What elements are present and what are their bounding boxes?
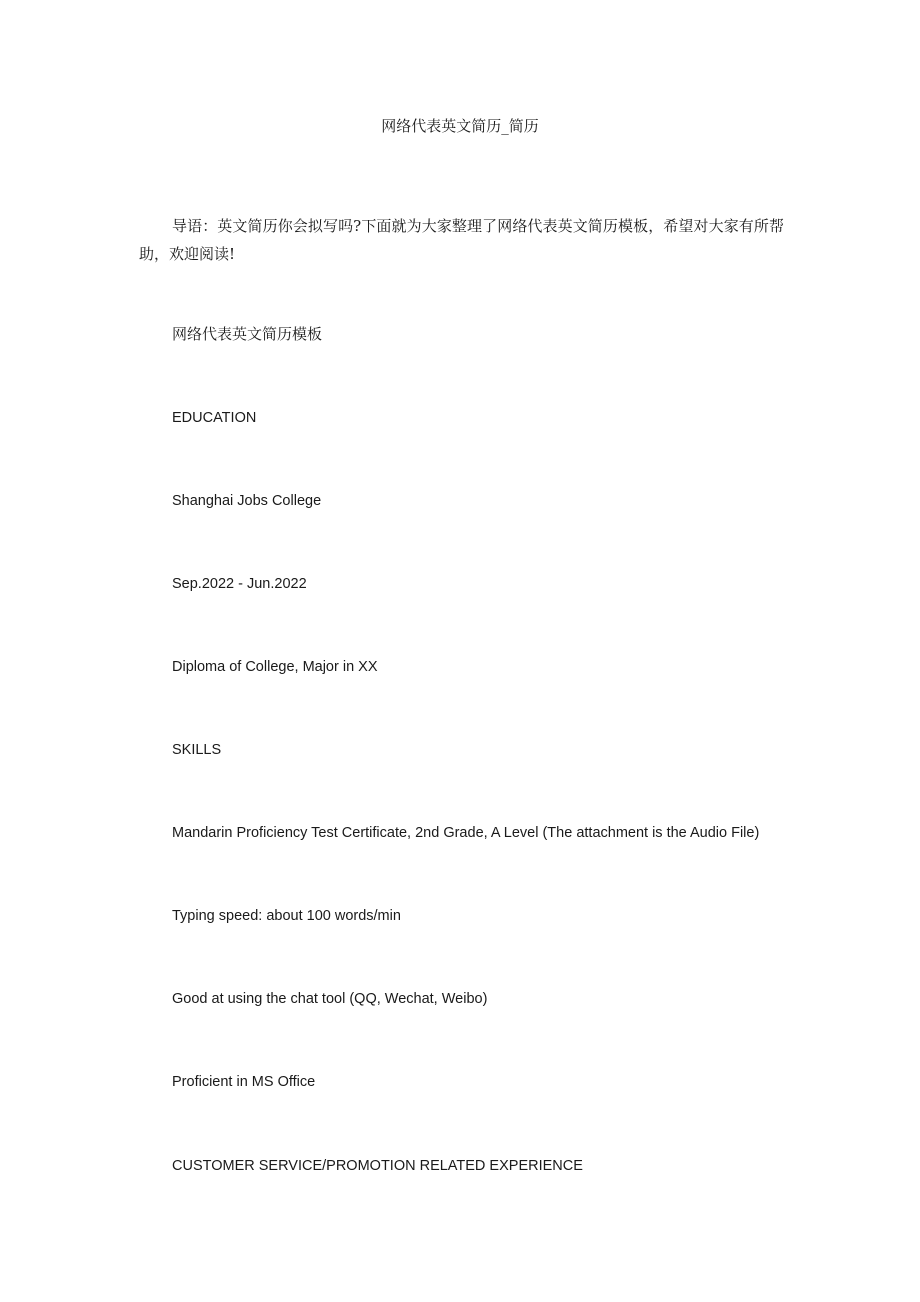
skill-item: Typing speed: about 100 words/min (172, 908, 401, 924)
experience-heading: CUSTOMER SERVICE/PROMOTION RELATED EXPERIENCE (172, 1158, 583, 1174)
intro-paragraph: 导语：英文简历你会拟写吗?下面就为大家整理了网络代表英文简历模板，希望对大家有所帮助，欢迎阅读! (139, 217, 784, 263)
education-dates: Sep.2022 - Jun.2022 (172, 576, 307, 592)
skills-heading: SKILLS (172, 742, 222, 758)
skill-item: Proficient in MS Office (172, 1074, 316, 1090)
education-degree: Diploma of College, Major in XX (172, 659, 378, 675)
document-title: 网络代表英文简历_简历 (381, 117, 539, 135)
education-heading: EDUCATION (172, 410, 257, 426)
resume-template-subtitle: 网络代表英文简历模板 (172, 325, 323, 343)
skill-item: Mandarin Proficiency Test Certificate, 2nd Grade, A Level (The attachment is the Audio File) (172, 825, 760, 841)
skill-item: Good at using the chat tool (QQ, Wechat, Weibo) (172, 991, 488, 1007)
education-school: Shanghai Jobs College (172, 493, 322, 509)
